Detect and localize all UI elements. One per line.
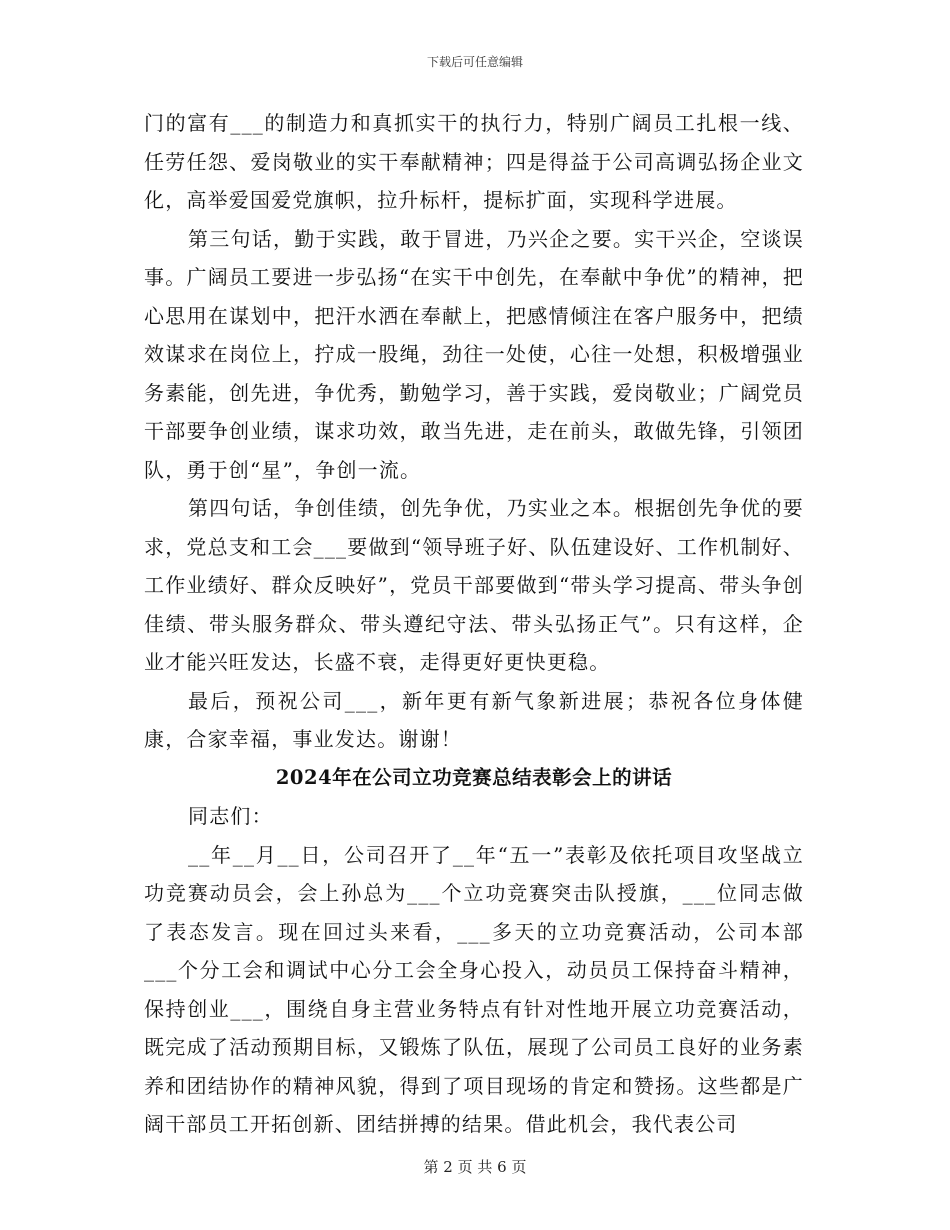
document-body [144, 104, 804, 1144]
download-note: 下载后可任意编辑 [426, 55, 523, 69]
page-number: 第 2 页 共 6 页 [423, 1158, 527, 1176]
paragraph-third-point: 第三句话，勤于实践，敢于冒进，乃兴企之要。实干兴企，空谈误事。广阔员工要进一步弘扬“在实干中创先，在奉献中争优”的精神，把心思用在谋划中，把汗水洒在奉献上，把感情倾注在客户服务中，把绩效谋求在岗位上，拧成一股绳，劲往一处使，心往一处想，积极增强业务素能，创先进，争优秀，勤勉学习，善于实践，爱岗敬业；广阔党员干部要争创业绩，谋求功效，敢当先进，走在前头，敢做先锋，引领团队，勇于创“星”，争创一流。 [144, 226, 804, 482]
paragraph-closing: 最后，预祝公司___，新年更有新气象新进展；恭祝各位身体健康，合家幸福，事业发达。谢谢！ [144, 688, 804, 751]
salutation: 同志们： [188, 804, 273, 828]
paragraph-fourth-point: 第四句话，争创佳绩，创先争优，乃实业之本。根据创先争优的要求，党总支和工会___要做到“领导班子好、队伍建设好、工作机制好、工作业绩好、群众反映好”，党员干部要做到“带头学习提高、带头争创佳绩、带头服务群众、带头遵纪守法、带头弘扬正气”。只有这样，企业才能兴旺发达，长盛不衰，走得更好更快更稳。 [144, 496, 804, 674]
section-title: 2024年在公司立功竞赛总结表彰会上的讲话 [275, 765, 673, 789]
paragraph-section-intro: __年__月__日，公司召开了__年“五一”表彰及依托项目攻坚战立功竞赛动员会，会上孙总为___个立功竞赛突击队授旗，___位同志做了表态发言。现在回过头来看，___多天的立功竞赛活动，公司本部___个分工会和调试中心分工会全身心投入，动员员工保持奋斗精神，保持创业___，围绕自身主营业务特点有针对性地开展立功竞赛活动，既完成了活动预期目标，又锻炼了队伍，展现了公司员工良好的业务素养和团结协作的精神风貌，得到了项目现场的肯定和赞扬。这些都是广阔干部员工开拓创新、团结拼搏的结果。借此机会，我代表公司 [144, 842, 804, 1136]
paragraph-continuation: 门的富有___的制造力和真抓实干的执行力，特别广阔员工扎根一线、任劳任怨、爱岗敬业的实干奉献精神；四是得益于公司高调弘扬企业文化，高举爱国爱党旗帜，拉升标杆，提标扩面，实现科学进展。 [144, 111, 804, 212]
